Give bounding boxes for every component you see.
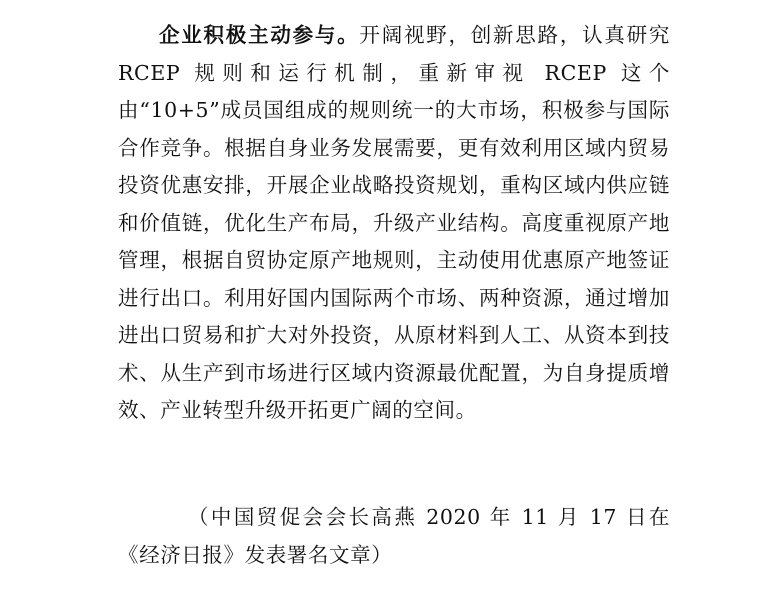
paragraph-lead: 企业积极主动参与。 [159, 23, 360, 47]
body-paragraph [118, 17, 670, 430]
source-citation: （中国贸促会会长高燕 2020 年 11 月 17 日在《经济日报》发表署名文章） [118, 505, 670, 567]
paragraph-body: 开阔视野，创新思路，认真研究RCEP 规则和运行机制，重新审视 RCEP 这个由“10+5”成员国组成的规则统一的大市场，积极参与国际合作竞争。根据自身业务发展需要，更有效利用区域内贸易投资优惠安排，开展企业战略投资规划，重构区域内供应链和价值链，优化生产布局，升级产业结构。高度重视原产地管理，根据自贸协定原产地规则，主动使用优惠原产地签证进行出口。利用好国内国际两个市场、两种资源，通过增加进出口贸易和扩大对外投资，从原材料到人工、从资本到技术、从生产到市场进行区域内资源最优配置，为自身提质增效、产业转型升级开拓更广阔的空间。 [118, 23, 670, 422]
